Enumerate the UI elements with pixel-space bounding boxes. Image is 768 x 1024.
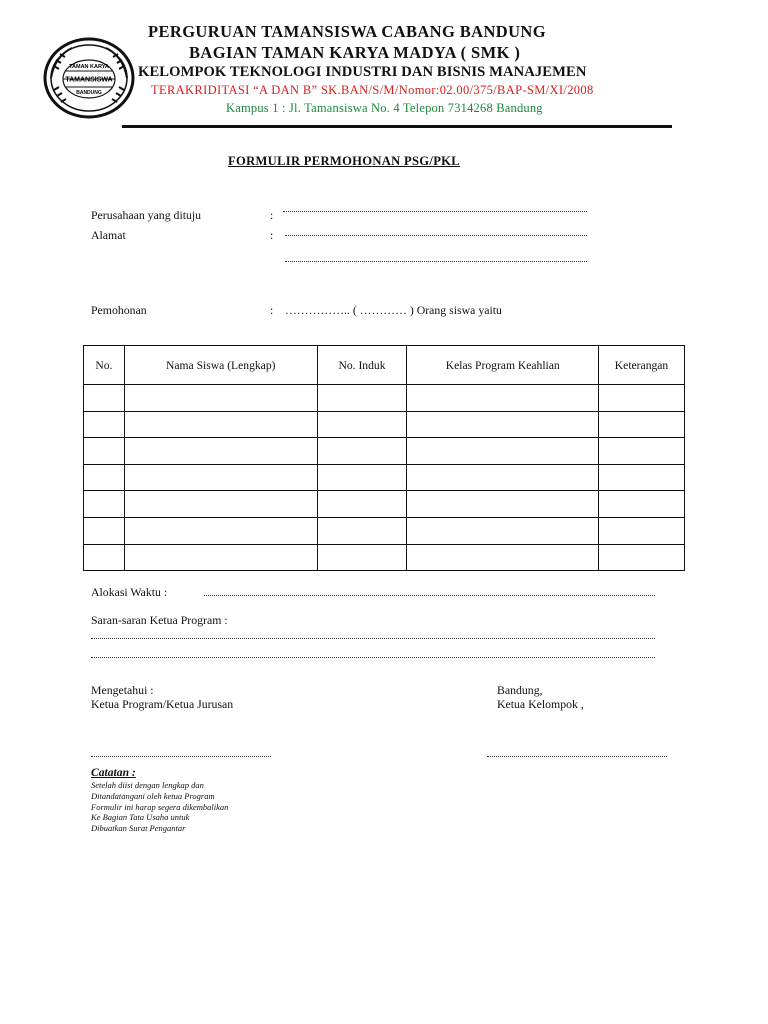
- header-institution: PERGURUAN TAMANSISWA CABANG BANDUNG: [148, 22, 546, 41]
- company-field[interactable]: [283, 211, 587, 212]
- col-no: No.: [84, 346, 125, 385]
- col-remarks: Keterangan: [599, 346, 685, 385]
- table-cell[interactable]: [84, 385, 125, 412]
- address-field-line2[interactable]: [285, 261, 587, 262]
- col-student-name: Nama Siswa (Lengkap): [124, 346, 317, 385]
- form-title: FORMULIR PERMOHONAN PSG/PKL: [228, 154, 460, 168]
- note-line: Ditandatangani oleh ketua Program: [91, 791, 215, 801]
- table-cell[interactable]: [407, 517, 599, 544]
- logo-bottom-text: BANDUNG: [76, 90, 102, 96]
- table-cell[interactable]: [599, 544, 685, 571]
- table-row: [84, 464, 685, 491]
- table-cell[interactable]: [407, 464, 599, 491]
- table-cell[interactable]: [317, 491, 407, 518]
- logo-center-text: TAMANSISWA: [65, 76, 113, 84]
- address-label: Alamat: [91, 228, 126, 242]
- company-label: Perusahaan yang dituju: [91, 208, 202, 222]
- table-cell[interactable]: [599, 438, 685, 465]
- table-cell[interactable]: [407, 438, 599, 465]
- note-line: Ke Bagian Tata Usaha untuk: [91, 812, 190, 822]
- table-cell[interactable]: [599, 491, 685, 518]
- col-program-class: Kelas Program Keahlian: [407, 346, 599, 385]
- header-department: BAGIAN TAMAN KARYA MADYA ( SMK ): [189, 43, 521, 62]
- table-cell[interactable]: [599, 464, 685, 491]
- program-head-label: Ketua Program/Ketua Jurusan: [91, 697, 234, 711]
- table-cell[interactable]: [407, 411, 599, 438]
- note-line: Setelah diisi dengan lengkap dan: [91, 780, 204, 790]
- table-cell[interactable]: [407, 491, 599, 518]
- table-row: [84, 385, 685, 412]
- table-cell[interactable]: [84, 464, 125, 491]
- applicant-count-text: …………….. ( ………… ) Orang siswa yaitu: [285, 303, 502, 317]
- header-group: KELOMPOK TEKNOLOGI INDUSTRI DAN BISNIS MANAJEMEN: [138, 64, 587, 80]
- group-head-signature-line[interactable]: [487, 756, 667, 757]
- table-cell[interactable]: [124, 464, 317, 491]
- table-cell[interactable]: [124, 385, 317, 412]
- table-cell[interactable]: [124, 491, 317, 518]
- time-allocation-field[interactable]: [204, 595, 655, 596]
- table-cell[interactable]: [124, 544, 317, 571]
- table-cell[interactable]: [124, 438, 317, 465]
- table-row: [84, 411, 685, 438]
- header-address: Kampus 1 : Jl. Tamansiswa No. 4 Telepon 7314268 Bandung: [226, 101, 543, 115]
- applicant-label: Pemohonan: [91, 303, 147, 317]
- program-head-signature-line[interactable]: [91, 756, 271, 757]
- address-colon: :: [270, 228, 274, 242]
- suggestions-label: Saran-saran Ketua Program :: [91, 613, 228, 627]
- table-row: [84, 491, 685, 518]
- table-cell[interactable]: [84, 438, 125, 465]
- table-cell[interactable]: [124, 517, 317, 544]
- table-row: [84, 544, 685, 571]
- table-cell[interactable]: [317, 385, 407, 412]
- tamansiswa-emblem-icon: [42, 36, 136, 120]
- group-head-label: Ketua Kelompok ,: [497, 697, 584, 711]
- table-header-row: [84, 346, 685, 385]
- note-line: Formulir ini harap segera dikembalikan: [91, 802, 229, 812]
- acknowledged-label: Mengetahui :: [91, 683, 154, 697]
- table-cell[interactable]: [599, 517, 685, 544]
- col-student-number: No. Induk: [317, 346, 407, 385]
- table-cell[interactable]: [84, 544, 125, 571]
- applicant-colon: :: [270, 303, 274, 317]
- table-cell[interactable]: [407, 544, 599, 571]
- header-accreditation: TERAKRIDITASI “A DAN B” SK.BAN/S/M/Nomor:02.00/375/BAP-SM/XI/2008: [151, 83, 594, 97]
- table-cell[interactable]: [124, 411, 317, 438]
- logo-top-text: TAMAN KARYA: [69, 64, 109, 70]
- table-cell[interactable]: [317, 438, 407, 465]
- place-label: Bandung,: [497, 683, 543, 697]
- table-cell[interactable]: [317, 411, 407, 438]
- table-cell[interactable]: [317, 517, 407, 544]
- table-cell[interactable]: [84, 491, 125, 518]
- table-row: [84, 517, 685, 544]
- company-colon: :: [270, 208, 274, 222]
- header-divider: [122, 125, 672, 128]
- table-cell[interactable]: [317, 544, 407, 571]
- table-cell[interactable]: [84, 517, 125, 544]
- address-field-line1[interactable]: [285, 235, 587, 236]
- table-cell[interactable]: [317, 464, 407, 491]
- table-cell[interactable]: [84, 411, 125, 438]
- suggestions-field-line2[interactable]: [91, 657, 655, 658]
- table-cell[interactable]: [599, 385, 685, 412]
- student-table: [83, 345, 685, 571]
- note-line: Dibuatkan Surat Pengantar: [91, 823, 186, 833]
- table-cell[interactable]: [599, 411, 685, 438]
- time-allocation-label: Alokasi Waktu :: [91, 585, 168, 599]
- notes-title: Catatan :: [91, 766, 136, 779]
- suggestions-field-line1[interactable]: [91, 638, 655, 639]
- table-cell[interactable]: [407, 385, 599, 412]
- table-row: [84, 438, 685, 465]
